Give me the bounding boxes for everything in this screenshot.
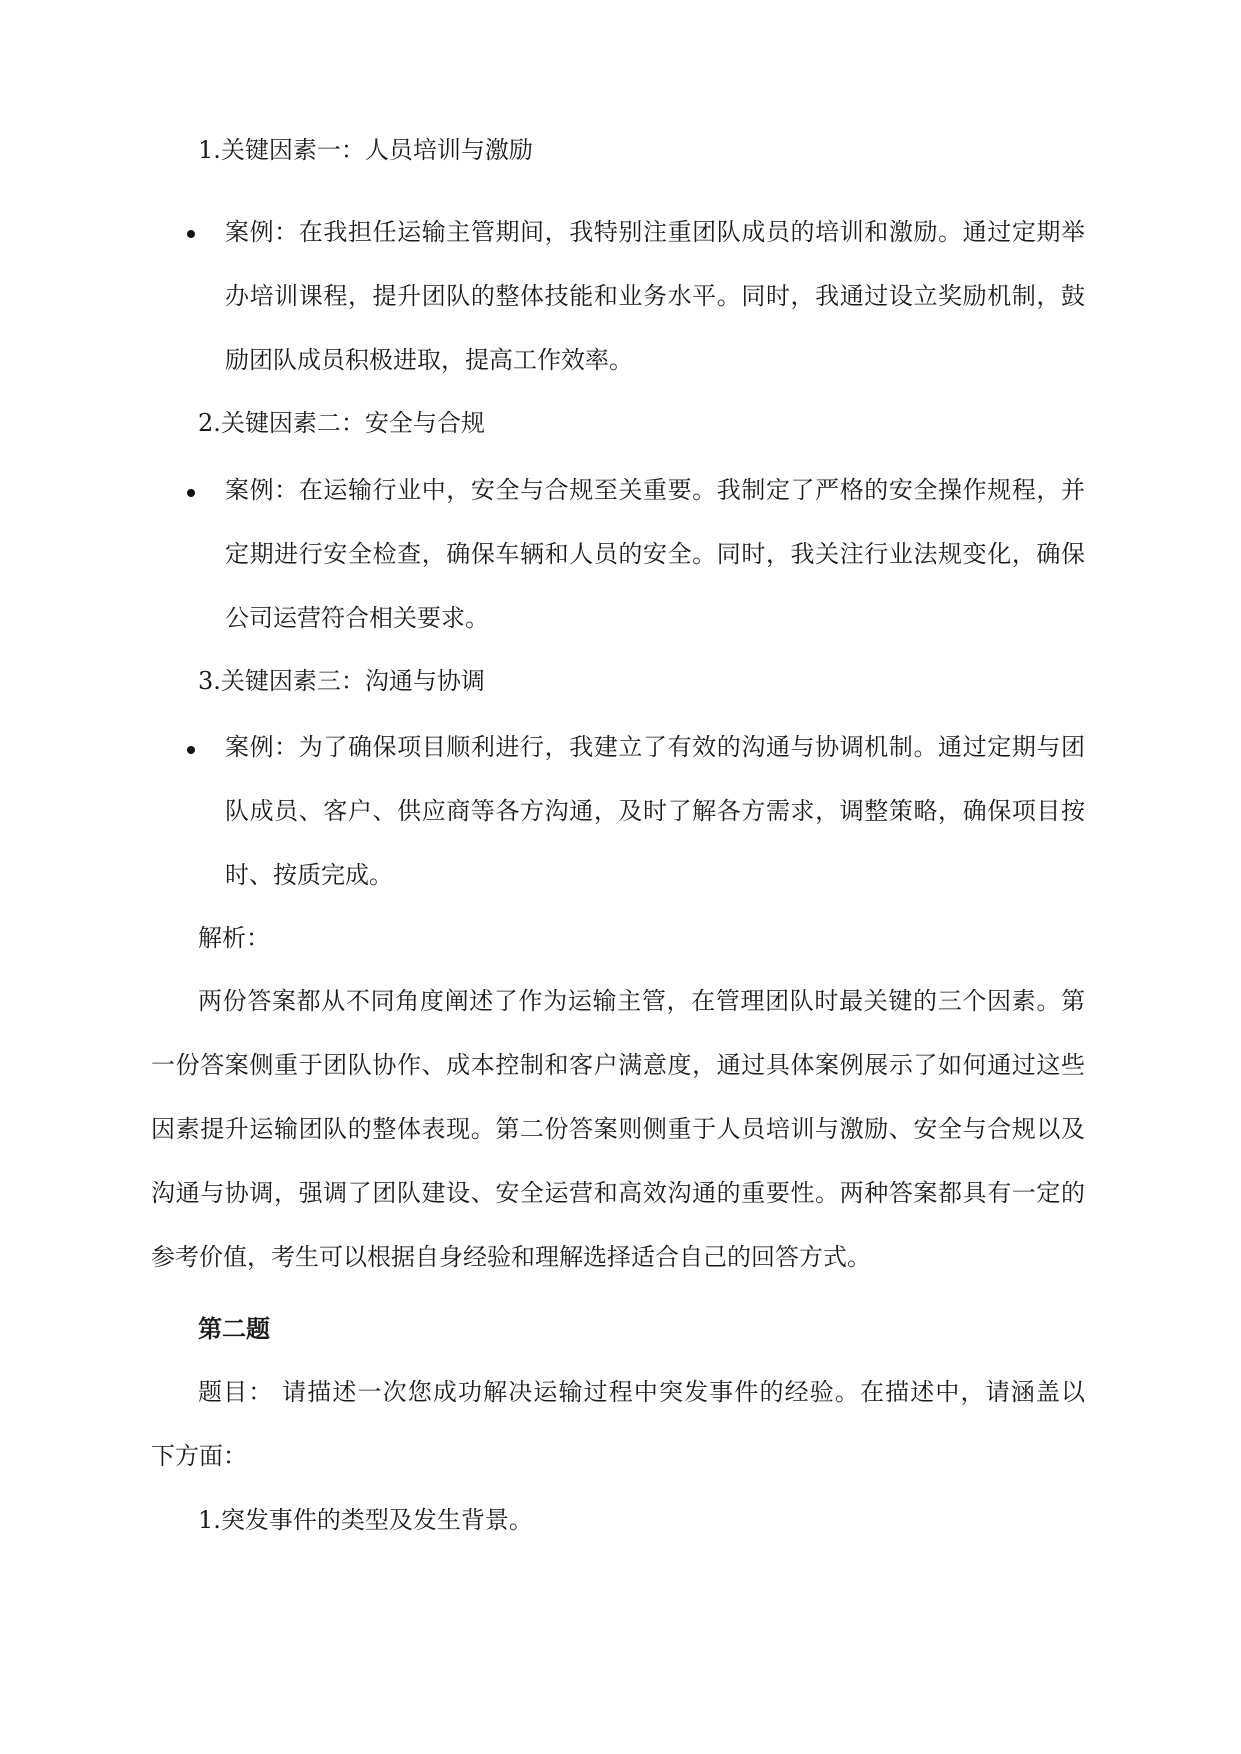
analysis-line-2: 一份答案侧重于团队协作、成本控制和客户满意度，通过具体案例展示了如何通过这些 xyxy=(151,1051,1085,1079)
heading-key-factor-1: 1.关键因素一：人员培训与激励 xyxy=(198,136,533,164)
case-1-line-1: 案例：在我担任运输主管期间，我特别注重团队成员的培训和激励。通过定期举 xyxy=(225,218,1085,246)
case-1-line-3: 励团队成员积极进取，提高工作效率。 xyxy=(225,346,633,374)
bullet-icon xyxy=(187,746,195,754)
case-3-line-3: 时、按质完成。 xyxy=(225,861,393,889)
bullet-icon xyxy=(187,489,195,497)
analysis-line-1: 两份答案都从不同角度阐述了作为运输主管，在管理团队时最关键的三个因素。第 xyxy=(198,987,1085,1015)
case-2-line-1: 案例：在运输行业中，安全与合规至关重要。我制定了严格的安全操作规程，并 xyxy=(225,476,1085,504)
question-line-2: 下方面： xyxy=(151,1442,247,1470)
analysis-line-5: 参考价值，考生可以根据自身经验和理解选择适合自己的回答方式。 xyxy=(151,1243,871,1271)
case-3-line-1: 案例：为了确保项目顺利进行，我建立了有效的沟通与协调机制。通过定期与团 xyxy=(225,733,1085,761)
case-2-line-3: 公司运营符合相关要求。 xyxy=(225,604,489,632)
case-3-line-2: 队成员、客户、供应商等各方沟通，及时了解各方需求，调整策略，确保项目按 xyxy=(225,797,1085,825)
analysis-line-4: 沟通与协调，强调了团队建设、安全运营和高效沟通的重要性。两种答案都具有一定的 xyxy=(151,1179,1085,1207)
heading-key-factor-3: 3.关键因素三：沟通与协调 xyxy=(198,667,485,695)
heading-key-factor-2: 2.关键因素二：安全与合规 xyxy=(198,409,485,437)
bullet-icon xyxy=(187,230,195,238)
question-line-1: 题目： 请描述一次您成功解决运输过程中突发事件的经验。在描述中，请涵盖以 xyxy=(198,1378,1085,1406)
section-title: 第二题 xyxy=(198,1314,270,1343)
analysis-line-3: 因素提升运输团队的整体表现。第二份答案则侧重于人员培训与激励、安全与合规以及 xyxy=(151,1115,1085,1143)
case-1-line-2: 办培训课程，提升团队的整体技能和业务水平。同时，我通过设立奖励机制，鼓 xyxy=(225,282,1085,310)
analysis-label: 解析： xyxy=(198,924,270,952)
question-item-1: 1.突发事件的类型及发生背景。 xyxy=(198,1506,533,1534)
case-2-line-2: 定期进行安全检查，确保车辆和人员的安全。同时，我关注行业法规变化，确保 xyxy=(225,540,1085,568)
